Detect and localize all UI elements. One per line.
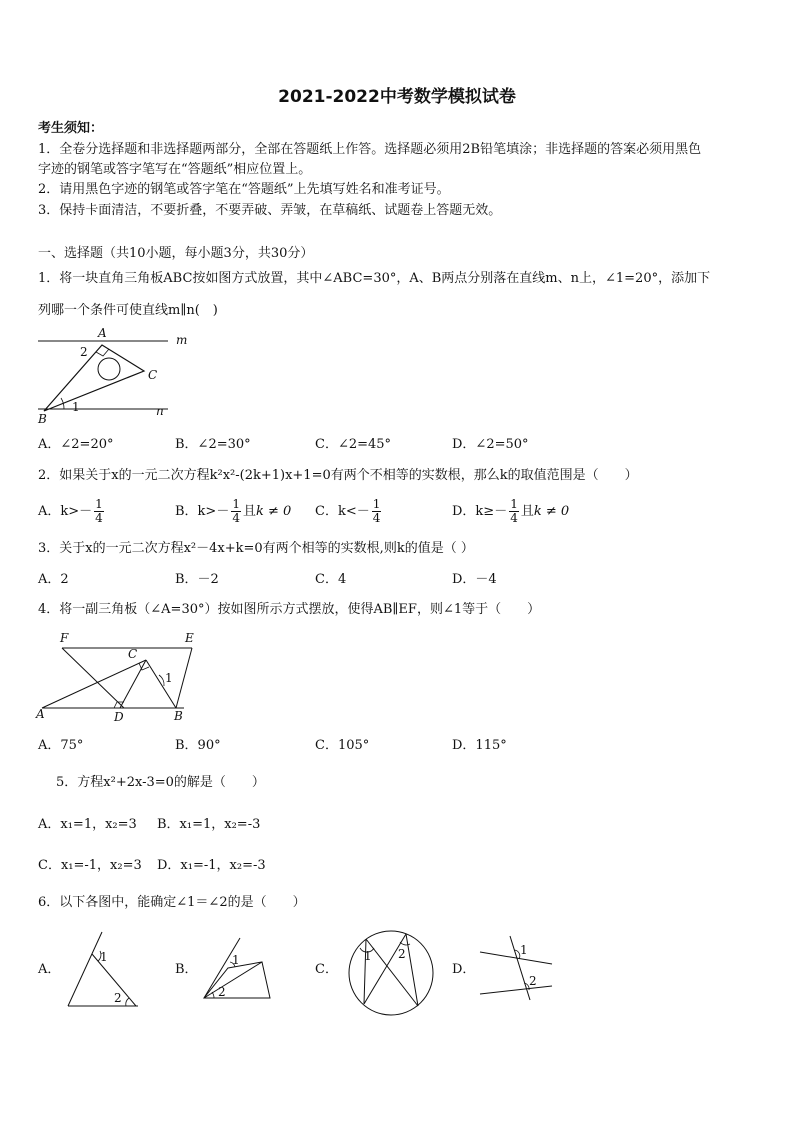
q3-option-a: A．2 (38, 572, 69, 587)
q3-stem: 3．关于x的一元二次方程x²－4x+k=0有两个相等的实数根,则k的值是（ ） (38, 541, 474, 556)
q6-option-c-label: C． (315, 962, 338, 977)
q4-option-c: C．105° (315, 738, 370, 753)
q5-option-b: B．x₁=1，x₂=-3 (157, 817, 261, 832)
q4-option-d: D．115° (452, 738, 507, 753)
q6-figure-a (62, 928, 142, 1010)
label-b: B (174, 709, 183, 723)
q4-option-a: A．75° (38, 738, 84, 753)
q2-option-b: B．k>－ $\frac{1}{4}$ 且k ≠ 0 (175, 497, 292, 525)
q1-stem-line1: 1．将一块直角三角板ABC按如图方式放置，其中∠ABC=30°，A、B两点分别落在直线m、n上，∠1=20°，添加下 (38, 271, 711, 286)
q4-option-b: B．90° (175, 738, 221, 753)
q5-option-a: A．x₁=1，x₂=3 (38, 817, 137, 832)
q1-option-c: C．∠2=45° (315, 437, 392, 452)
triangle-abc (44, 345, 144, 411)
q6-figure-d (476, 932, 556, 1002)
notice-item-1: 1．全卷分选择题和非选择题两部分，全部在答题纸上作答。选择题必须用2B铅笔填涂；非选择题的答案必须用黑色 (38, 142, 702, 157)
q1-figure (36, 325, 196, 427)
q3-option-d: D．－4 (452, 572, 497, 587)
label-2: 2 (529, 974, 537, 988)
label-2: 2 (218, 985, 226, 999)
q1-option-d: D．∠2=50° (452, 437, 529, 452)
q2-stem: 2．如果关于x的一元二次方程k²x²-(2k+1)x+1=0有两个不相等的实数根，那么k的取值范围是（ ） (38, 468, 638, 483)
label-e: E (185, 631, 194, 645)
q5-stem: 5．方程x²+2x-3=0的解是（ ） (56, 775, 265, 790)
label-1: 1 (520, 943, 528, 957)
label-2: 2 (114, 991, 122, 1005)
q3-option-c: C．4 (315, 572, 347, 587)
q2-option-c: C．k<－ $\frac{1}{4}$ (315, 497, 381, 525)
label-angle-1: 1 (165, 671, 173, 685)
notice-item-2: 2．请用黑色字迹的钢笔或答字笔在“答题纸”上先填写姓名和准考证号。 (38, 182, 450, 197)
notice-heading: 考生须知： (38, 121, 104, 136)
label-a: A (36, 707, 45, 721)
label-angle-1: 1 (72, 400, 80, 414)
page-title: 2021-2022中考数学模拟试卷 (278, 87, 516, 107)
label-c: C (148, 368, 158, 382)
q6-stem: 6．以下各图中，能确定∠1＝∠2的是（ ） (38, 895, 306, 910)
q1-option-b: B．∠2=30° (175, 437, 251, 452)
label-c: C (128, 647, 138, 661)
label-2: 2 (398, 947, 406, 961)
label-1: 1 (364, 949, 372, 963)
notice-item-3: 3．保持卡面清洁，不要折叠，不要弄破、弄皱，在草稿纸、试题卷上答题无效。 (38, 203, 502, 218)
section-heading: 一、选择题（共10小题，每小题3分，共30分） (38, 246, 314, 261)
q6-figure-b (198, 934, 276, 1004)
label-1: 1 (232, 953, 240, 967)
q6-option-b-label: B． (175, 962, 198, 977)
q6-figure-c (344, 926, 438, 1020)
label-1: 1 (100, 950, 108, 964)
q6-option-d-label: D． (452, 962, 476, 977)
notice-item-1-cont: 字迹的钢笔或答字笔写在“答题纸”相应位置上。 (38, 162, 312, 177)
q6-option-a-label: A． (38, 962, 61, 977)
q2-option-a: A．k>－ $\frac{1}{4}$ (38, 497, 103, 525)
label-a: A (98, 326, 107, 340)
q5-option-d: D．x₁=-1，x₂=-3 (157, 858, 266, 873)
triangle-hole (98, 358, 120, 380)
label-angle-2: 2 (80, 345, 88, 359)
label-d: D (114, 710, 124, 724)
q4-figure (34, 628, 204, 726)
label-m: m (176, 333, 188, 347)
label-n: n (156, 404, 164, 418)
q1-stem-line2: 列哪一个条件可使直线m∥n( ) (38, 303, 218, 318)
q5-option-c: C．x₁=-1，x₂=3 (38, 858, 142, 873)
q3-option-b: B．－2 (175, 572, 219, 587)
label-f: F (60, 631, 69, 645)
q1-option-a: A．∠2=20° (38, 437, 114, 452)
q2-option-d: D．k≥－ $\frac{1}{4}$ 且k ≠ 0 (452, 497, 570, 525)
q4-stem: 4．将一副三角板（∠A=30°）按如图所示方式摆放，使得AB∥EF，则∠1等于（ ） (38, 602, 541, 617)
label-b: B (38, 412, 47, 426)
